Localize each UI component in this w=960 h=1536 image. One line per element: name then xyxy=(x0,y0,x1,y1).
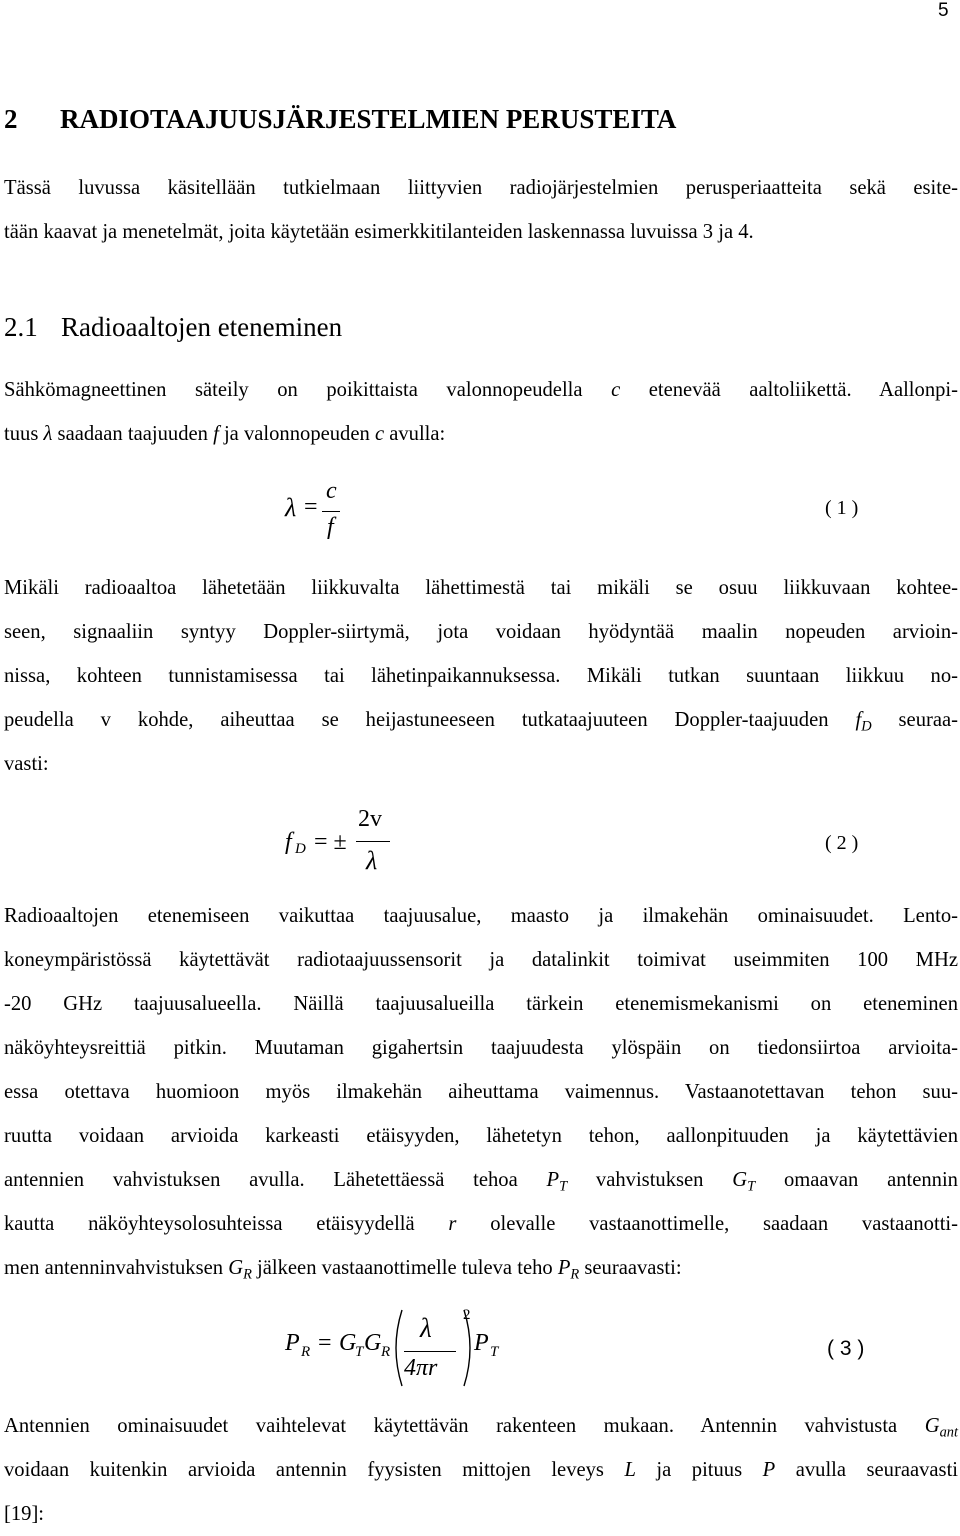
text-line: voidaan kuitenkin arvioida antennin fyysisten mittojen leveys L ja pituus P avulla seuraavasti xyxy=(4,1459,959,1481)
eq3-p: P xyxy=(285,1330,300,1356)
eq3-numerator: λ xyxy=(420,1313,432,1343)
eq2-label: ( 2 ) xyxy=(825,832,859,854)
eq3-pt: P xyxy=(474,1330,489,1356)
text-line: näköyhteysreittiä pitkin. Muutaman gigahertsin taajuudesta ylöspäin on tiedonsiirtoa arvioita- xyxy=(4,1037,958,1059)
eq2-subscript: D xyxy=(295,841,306,857)
eq2-denominator: λ xyxy=(366,846,378,875)
eq2-equals-plusminus: = ± xyxy=(314,829,347,855)
paragraph-3 xyxy=(4,894,958,1290)
text-line: Mikäli radioaaltoa lähetetään liikkuvalta lähettimestä tai mikäli se osuu liikkuvaan kohtee- xyxy=(4,577,958,599)
text-line: Tässä luvussa käsitellään tutkielmaan liittyvien radiojärjestelmien perusperiaatteita sekä esite- xyxy=(4,177,958,199)
text-line: men antenninvahvistuksen $G_R$ jälkeen vastaanottimelle tuleva teho $P_R$ seuraavasti: xyxy=(4,1257,682,1283)
paragraph-4 xyxy=(4,1404,958,1536)
eq3-g1: G xyxy=(339,1330,357,1356)
eq3-denominator: 4πr xyxy=(404,1355,438,1381)
text-line: peudella v kohde, aiheuttaa se heijastuneeseen tutkataajuuteen Doppler-taajuuden $f_D$ seuraa- xyxy=(4,709,958,735)
chapter-heading xyxy=(4,104,676,135)
text-line: [19]: xyxy=(4,1503,45,1525)
text-line: -20 GHz taajuusalueella. Näillä taajuusalueilla tärkein etenemismekanismi on eteneminen xyxy=(4,993,958,1015)
text-line: ruutta voidaan arvioida karkeasti etäisyyden, lähetetyn tehon, aallonpituuden ja käytettävien xyxy=(4,1125,958,1147)
eq1-denominator: f xyxy=(327,514,334,540)
eq3-equals: = xyxy=(318,1330,332,1356)
eq1-label: ( 1 ) xyxy=(825,497,859,519)
text-line: seen, signaaliin syntyy Doppler-siirtymä, jota voidaan hyödyntää maalin nopeuden arvioin- xyxy=(4,621,958,643)
eq2-numerator: 2v xyxy=(358,806,382,832)
eq3-g2-subscript: R xyxy=(381,1344,391,1360)
eq3-pt-subscript: T xyxy=(490,1344,499,1360)
eq3-g1-subscript: T xyxy=(355,1344,364,1360)
section-number: 2.1 xyxy=(4,312,38,342)
text-line: kautta näköyhteysolosuhteissa etäisyydellä r olevalle vastaanottimelle, saadaan vastaanotti- xyxy=(4,1213,958,1235)
text-line: tuus λ saadaan taajuuden f ja valonnopeuden c avulla: xyxy=(4,423,446,445)
eq2-fraction-bar xyxy=(356,841,390,842)
eq3-p-subscript: R xyxy=(301,1344,311,1360)
text-line: vasti: xyxy=(4,753,49,775)
eq1-fraction-bar xyxy=(322,511,340,512)
eq1-lambda: λ xyxy=(285,493,297,522)
paragraph-1 xyxy=(4,368,958,456)
section-title: Radioaaltojen eteneminen xyxy=(61,312,343,342)
eq3-fraction-bar xyxy=(404,1351,456,1352)
text-line: tään kaavat ja menetelmät, joita käytetään esimerkkitilanteiden laskennassa luvuissa 3 ja 4. xyxy=(4,221,754,243)
text-line: Antennien ominaisuudet vaihtelevat käytettävän rakenteen mukaan. Antennin vahvistusta $G_{ant}$ xyxy=(4,1415,958,1441)
page-number: 5 xyxy=(938,0,949,21)
chapter-title: RADIOTAAJUUSJÄRJESTELMIEN PERUSTEITA xyxy=(60,104,677,134)
section-heading xyxy=(4,312,342,343)
chapter-number: 2 xyxy=(4,104,18,134)
text-line: antennien vahvistuksen avulla. Lähetettäessä tehoa $P_T$ vahvistuksen $G_T$ omaavan antennin xyxy=(4,1169,958,1195)
eq3-label: ( 3 ) xyxy=(827,1337,865,1360)
eq1-equals: = xyxy=(304,494,318,520)
paragraph-2 xyxy=(4,566,958,786)
eq1-numerator: c xyxy=(326,478,337,504)
text-line: koneympäristössä käytettävät radiotaajuussensorit ja datalinkit toimivat useimmiten 100 MHz xyxy=(4,949,958,971)
text-line: nissa, kohteen tunnistamisessa tai lähetinpaikannuksessa. Mikäli tutkan suuntaan liikkuu no- xyxy=(4,665,958,687)
eq2-f: f xyxy=(285,829,292,855)
eq3-g2: G xyxy=(364,1330,382,1356)
eq3-exponent: 2 xyxy=(463,1307,471,1323)
text-line: Radioaaltojen etenemiseen vaikuttaa taajuusalue, maasto ja ilmakehän ominaisuudet. Lento- xyxy=(4,905,958,927)
text-line: essa otettava huomioon myös ilmakehän aiheuttama vaimennus. Vastaanotettavan tehon suu- xyxy=(4,1081,958,1103)
text-line: Sähkömagneettinen säteily on poikittaista valonnopeudella c etenevää aaltoliikettä. Aallonpi- xyxy=(4,379,958,401)
intro-paragraph xyxy=(4,166,958,254)
